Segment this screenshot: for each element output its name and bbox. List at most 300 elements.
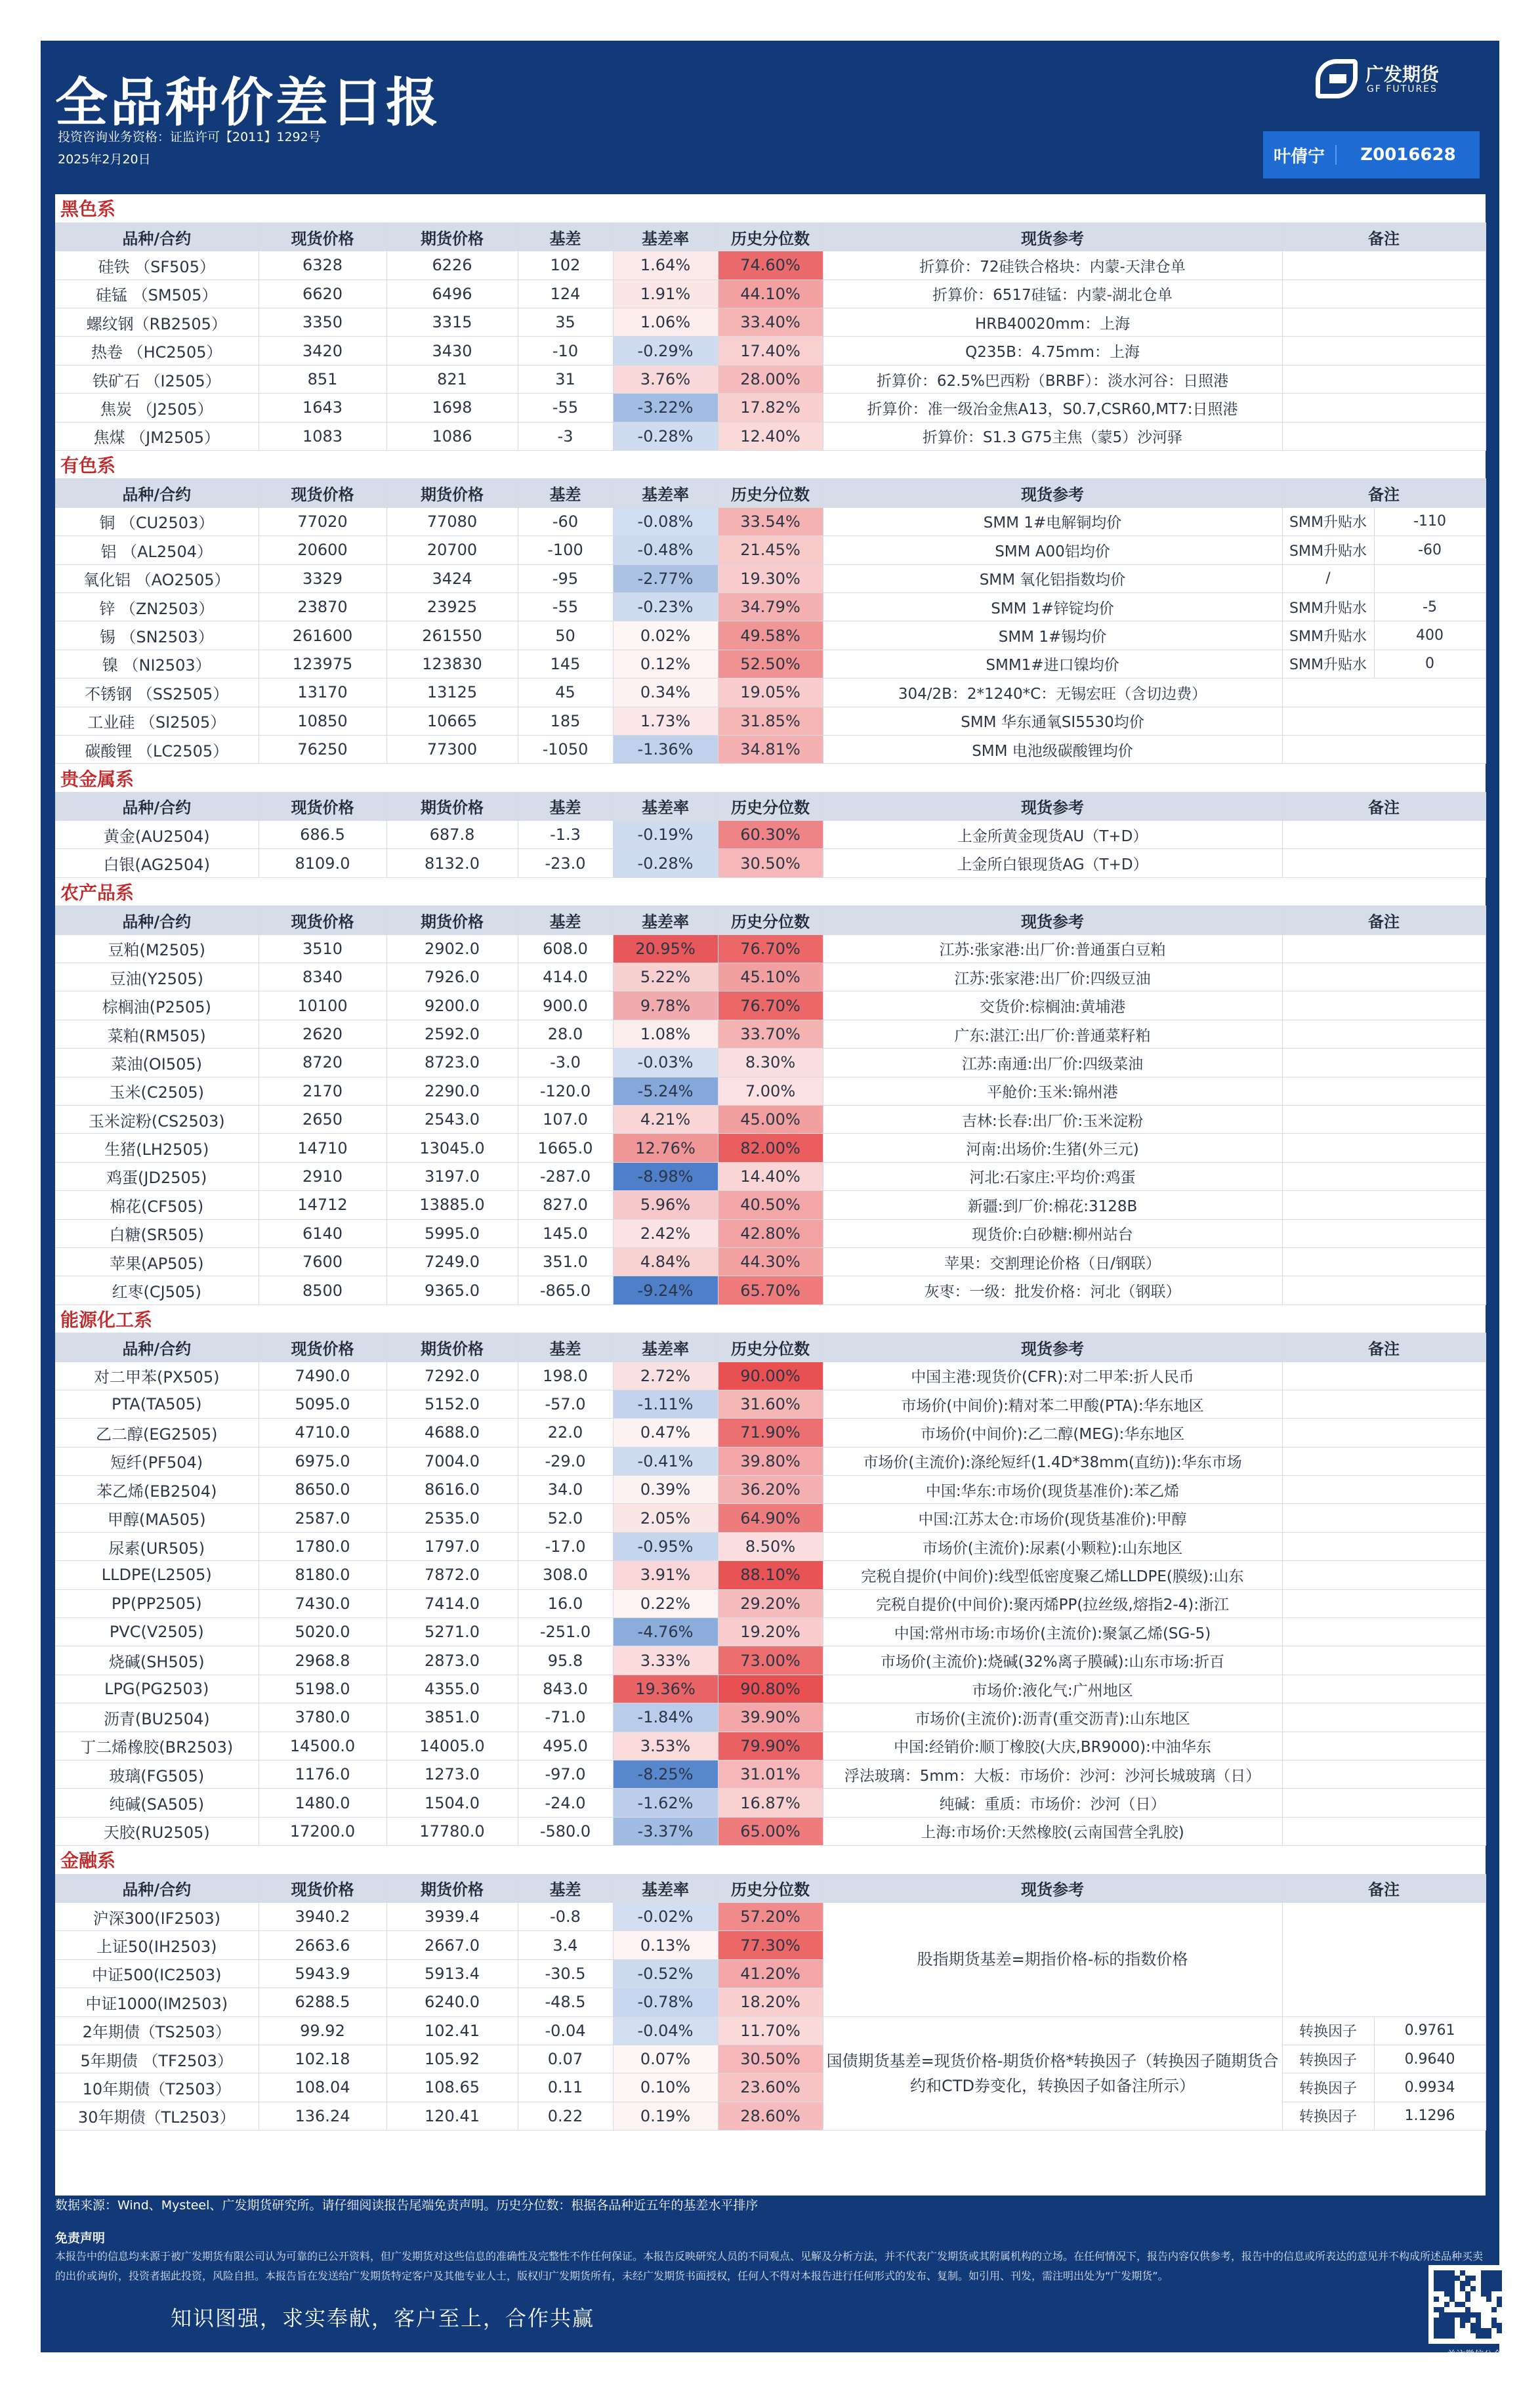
basis-rate: -0.02% [613, 1902, 718, 1930]
basis: 843.0 [518, 1675, 613, 1703]
basis: -48.5 [518, 1988, 613, 2016]
basis: 351.0 [518, 1247, 613, 1276]
qr-module [1491, 2281, 1497, 2286]
contract-name: 螺纹钢（RB2505） [55, 308, 259, 337]
hist-percentile: 36.20% [718, 1476, 823, 1504]
qr-module [1449, 2291, 1455, 2297]
qr-module [1439, 2307, 1444, 2312]
contract-name: 菜油(OI505) [55, 1049, 259, 1077]
hist-percentile: 16.87% [718, 1789, 823, 1817]
note-empty [1282, 1390, 1486, 1418]
column-header: 备注 [1282, 479, 1486, 507]
basis: -0.04 [518, 2016, 613, 2045]
qr-module [1465, 2276, 1470, 2281]
wechat-qr-code[interactable] [1428, 2265, 1507, 2344]
qr-module [1465, 2291, 1470, 2297]
column-header: 基差 [518, 222, 613, 251]
hist-percentile: 18.20% [718, 1988, 823, 2016]
note-empty [1282, 1447, 1486, 1475]
column-header: 历史分位数 [718, 1874, 823, 1902]
column-header: 品种/合约 [55, 1333, 259, 1362]
table-row [55, 650, 1486, 678]
spot-reference: 完税自提价(中间价):聚丙烯PP(拉丝级,熔指2-4):浙江 [823, 1589, 1282, 1617]
basis: 22.0 [518, 1419, 613, 1447]
hist-percentile: 77.30% [718, 1931, 823, 1959]
hist-percentile: 12.40% [718, 422, 823, 450]
basis-rate: 2.72% [613, 1362, 718, 1390]
basis-rate: -0.04% [613, 2016, 718, 2045]
spot-price: 17200.0 [259, 1817, 386, 1845]
index-basis-note: 股指期货基差=期指价格-标的指数价格 [823, 1902, 1282, 2016]
table-row [55, 1618, 1486, 1646]
section-row [55, 1846, 1486, 1874]
contract-name: PTA(TA505) [55, 1390, 259, 1418]
hist-percentile: 30.50% [718, 2045, 823, 2073]
spot-reference: 市场价(中间价):乙二醇(MEG):华东地区 [823, 1419, 1282, 1447]
basis: -287.0 [518, 1162, 613, 1190]
futures-price: 120.41 [386, 2102, 518, 2130]
column-header: 备注 [1282, 1874, 1486, 1902]
hist-percentile: 45.00% [718, 1106, 823, 1134]
hist-percentile: 65.70% [718, 1276, 823, 1304]
column-header: 备注 [1282, 906, 1486, 934]
note-empty [1282, 422, 1486, 450]
analyst-license: Z0016628 [1335, 145, 1480, 165]
spot-price: 20600 [259, 536, 386, 564]
header-row [55, 906, 1486, 934]
spot-reference: 折算价：准一级冶金焦A13，S0.7,CSR60,MT7:日照港 [823, 394, 1282, 422]
contract-name: 锌 （ZN2503） [55, 593, 259, 621]
spot-reference: 纯碱：重质：市场价：沙河（日） [823, 1789, 1282, 1817]
basis-rate: -3.37% [613, 1817, 718, 1845]
basis: 34.0 [518, 1476, 613, 1504]
qr-module [1476, 2328, 1481, 2333]
hist-percentile: 7.00% [718, 1077, 823, 1105]
spot-price: 1780.0 [259, 1532, 386, 1560]
basis-rate: 1.08% [613, 1020, 718, 1048]
spot-price: 10850 [259, 707, 386, 735]
hist-percentile: 88.10% [718, 1561, 823, 1589]
spot-reference: 中国:经销价:顺丁橡胶(大庆,BR9000):中油华东 [823, 1732, 1282, 1760]
futures-price: 10665 [386, 707, 518, 735]
note-empty [1282, 1106, 1486, 1134]
spot-reference: SMM 1#锡均价 [823, 621, 1282, 650]
spot-price: 3420 [259, 337, 386, 365]
note-empty [1282, 251, 1486, 280]
futures-price: 2535.0 [386, 1504, 518, 1532]
basis: 827.0 [518, 1191, 613, 1219]
qr-module [1444, 2333, 1449, 2339]
header-row [55, 222, 1486, 251]
spot-price: 6328 [259, 251, 386, 280]
table-row [55, 1077, 1486, 1105]
qr-module [1444, 2276, 1449, 2281]
table-row [55, 593, 1486, 621]
hist-percentile: 71.90% [718, 1419, 823, 1447]
note-label: 转换因子 [1282, 2102, 1374, 2130]
table-row [55, 1247, 1486, 1276]
spot-price: 7600 [259, 1247, 386, 1276]
table-row [55, 1362, 1486, 1390]
qr-module [1465, 2307, 1470, 2312]
spot-reference: SMM 电池级碳酸锂均价 [823, 735, 1282, 763]
hist-percentile: 60.30% [718, 821, 823, 849]
qr-module [1470, 2276, 1476, 2281]
spot-reference: 市场价(主流价):涤纶短纤(1.4D*38mm(直纺)):华东市场 [823, 1447, 1282, 1475]
basis-rate: -2.77% [613, 564, 718, 593]
logo-en: GF FUTURES [1367, 84, 1438, 94]
basis: -865.0 [518, 1276, 613, 1304]
futures-price: 2543.0 [386, 1106, 518, 1134]
qr-module [1455, 2302, 1460, 2307]
contract-name: LLDPE(L2505) [55, 1561, 259, 1589]
column-header: 基差率 [613, 906, 718, 934]
basis: -10 [518, 337, 613, 365]
contract-name: 不锈钢 （SS2505） [55, 678, 259, 707]
note-empty [1282, 1020, 1486, 1048]
contract-name: PP(PP2505) [55, 1589, 259, 1617]
qr-module [1486, 2297, 1491, 2302]
hist-percentile: 64.90% [718, 1504, 823, 1532]
spot-price: 5020.0 [259, 1618, 386, 1646]
futures-price: 5271.0 [386, 1618, 518, 1646]
basis-rate: 2.42% [613, 1219, 718, 1247]
basis-rate: -1.11% [613, 1390, 718, 1418]
basis-rate: 4.21% [613, 1106, 718, 1134]
column-header: 现货参考 [823, 906, 1282, 934]
contract-name: 中证500(IC2503) [55, 1959, 259, 1988]
qr-module [1476, 2333, 1481, 2339]
hist-percentile: 41.20% [718, 1959, 823, 1988]
note-empty [1282, 1476, 1486, 1504]
spot-price: 8720 [259, 1049, 386, 1077]
contract-name: 玉米(C2505) [55, 1077, 259, 1105]
hist-percentile: 14.40% [718, 1162, 823, 1190]
basis: 107.0 [518, 1106, 613, 1134]
spot-reference: 广东:湛江:出厂价:普通菜籽粕 [823, 1020, 1282, 1048]
futures-price: 6226 [386, 251, 518, 280]
contract-name: 沥青(BU2504) [55, 1703, 259, 1732]
column-header: 现货参考 [823, 479, 1282, 507]
contract-name: 短纤(PF504) [55, 1447, 259, 1475]
column-header: 历史分位数 [718, 906, 823, 934]
note-value: 400 [1374, 621, 1486, 650]
futures-price: 7292.0 [386, 1362, 518, 1390]
contract-name: 尿素(UR505) [55, 1532, 259, 1560]
qr-module [1439, 2276, 1444, 2281]
qr-module [1434, 2318, 1439, 2323]
contract-name: 棉花(CF505) [55, 1191, 259, 1219]
futures-price: 2667.0 [386, 1931, 518, 1959]
section-row [55, 451, 1486, 479]
qr-module [1486, 2286, 1491, 2291]
hist-percentile: 19.30% [718, 564, 823, 593]
spot-reference: 中国:常州市场:市场价(主流价):聚氯乙烯(SG-5) [823, 1618, 1282, 1646]
section-title: 黑色系 [55, 194, 1486, 222]
column-header: 品种/合约 [55, 906, 259, 934]
contract-name: 10年期债（T2503） [55, 2073, 259, 2102]
note-value: 0.9934 [1374, 2073, 1486, 2102]
note-empty [1282, 365, 1486, 393]
qr-module [1460, 2270, 1465, 2276]
spot-price: 6975.0 [259, 1447, 386, 1475]
note-label: 转换因子 [1282, 2045, 1374, 2073]
contract-name: 上证50(IH2503) [55, 1931, 259, 1959]
futures-price: 7249.0 [386, 1247, 518, 1276]
spot-price: 2620 [259, 1020, 386, 1048]
basis-rate: 0.13% [613, 1931, 718, 1959]
spot-price: 5095.0 [259, 1390, 386, 1418]
data-source-note: 数据来源：Wind、Mysteel、广发期货研究所。请仔细阅读报告尾端免责声明。历史分位数：根据各品种近五年的基差水平排序 [55, 2198, 759, 2213]
hist-percentile: 19.20% [718, 1618, 823, 1646]
note-empty [1282, 1532, 1486, 1560]
qr-module [1434, 2286, 1439, 2291]
contract-name: 棕榈油(P2505) [55, 991, 259, 1020]
spot-price: 5943.9 [259, 1959, 386, 1988]
basis-rate: -0.08% [613, 507, 718, 535]
hist-percentile: 29.20% [718, 1589, 823, 1617]
futures-price: 1698 [386, 394, 518, 422]
note-empty [1282, 1247, 1486, 1276]
futures-price: 2902.0 [386, 934, 518, 963]
column-header: 基差率 [613, 792, 718, 820]
futures-price: 1797.0 [386, 1532, 518, 1560]
spot-price: 7490.0 [259, 1362, 386, 1390]
qr-module [1444, 2323, 1449, 2328]
basis-rate: -8.25% [613, 1760, 718, 1788]
spot-reference: 完税自提价(中间价):线型低密度聚乙烯LLDPE(膜级):山东 [823, 1561, 1282, 1589]
spot-price: 3940.2 [259, 1902, 386, 1930]
table-row [55, 394, 1486, 422]
hist-percentile: 28.60% [718, 2102, 823, 2130]
qr-module [1434, 2270, 1439, 2276]
qr-module [1460, 2286, 1465, 2291]
contract-name: 苹果(AP505) [55, 1247, 259, 1276]
qr-module [1444, 2281, 1449, 2286]
contract-name: 黄金(AU2504) [55, 821, 259, 849]
column-header: 期货价格 [386, 222, 518, 251]
hist-percentile: 65.00% [718, 1817, 823, 1845]
note-label: SMM升贴水 [1282, 621, 1374, 650]
futures-price: 9200.0 [386, 991, 518, 1020]
table-row [55, 1561, 1486, 1589]
table-row [55, 1504, 1486, 1532]
company-motto: 知识图强，求实奉献，客户至上，合作共赢 [171, 2306, 595, 2331]
note-empty [1282, 1732, 1486, 1760]
table-row [55, 991, 1486, 1020]
hist-percentile: 34.81% [718, 735, 823, 763]
note-empty [1282, 963, 1486, 991]
basis-rate: 0.19% [613, 2102, 718, 2130]
basis: 414.0 [518, 963, 613, 991]
basis-rate: -4.76% [613, 1618, 718, 1646]
hist-percentile: 31.85% [718, 707, 823, 735]
contract-name: 乙二醇(EG2505) [55, 1419, 259, 1447]
basis-rate: -9.24% [613, 1276, 718, 1304]
note-empty [1282, 1589, 1486, 1617]
spot-price: 1083 [259, 422, 386, 450]
basis-rate: 3.76% [613, 365, 718, 393]
column-header: 现货价格 [259, 222, 386, 251]
basis-rate: 3.91% [613, 1561, 718, 1589]
table-row [55, 1703, 1486, 1732]
basis-rate: -1.84% [613, 1703, 718, 1732]
contract-name: 对二甲苯(PX505) [55, 1362, 259, 1390]
hist-percentile: 23.60% [718, 2073, 823, 2102]
basis: -57.0 [518, 1390, 613, 1418]
spot-price: 1480.0 [259, 1789, 386, 1817]
hist-percentile: 30.50% [718, 849, 823, 877]
basis: 608.0 [518, 934, 613, 963]
column-header: 现货参考 [823, 1874, 1282, 1902]
note-empty [1282, 1134, 1486, 1162]
futures-price: 7926.0 [386, 963, 518, 991]
contract-name: 铁矿石 （I2505） [55, 365, 259, 393]
basis: 145 [518, 650, 613, 678]
qr-module [1481, 2328, 1486, 2333]
qr-module [1455, 2276, 1460, 2281]
basis: 495.0 [518, 1732, 613, 1760]
spot-price: 102.18 [259, 2045, 386, 2073]
qr-module [1486, 2276, 1491, 2281]
qr-module [1481, 2270, 1486, 2276]
note-empty [1282, 337, 1486, 365]
futures-price: 108.65 [386, 2073, 518, 2102]
basis: -60 [518, 507, 613, 535]
note-empty [1282, 1703, 1486, 1732]
note-value: 1.1296 [1374, 2102, 1486, 2130]
basis: 900.0 [518, 991, 613, 1020]
column-header: 期货价格 [386, 792, 518, 820]
spot-price: 261600 [259, 621, 386, 650]
spot-reference: 折算价：S1.3 G75主焦（蒙5）沙河驿 [823, 422, 1282, 450]
note-label: SMM升贴水 [1282, 650, 1374, 678]
basis-rate: -0.48% [613, 536, 718, 564]
section-title: 有色系 [55, 451, 1486, 479]
note-empty [1282, 308, 1486, 337]
note-empty [1282, 1191, 1486, 1219]
basis: 308.0 [518, 1561, 613, 1589]
futures-price: 4688.0 [386, 1419, 518, 1447]
note-empty [1282, 1618, 1486, 1646]
qr-module [1486, 2281, 1491, 2286]
hist-percentile: 39.90% [718, 1703, 823, 1732]
qr-module [1439, 2312, 1444, 2318]
spot-price: 851 [259, 365, 386, 393]
note-value: 0.9761 [1374, 2016, 1486, 2045]
qr-module [1481, 2276, 1486, 2281]
qr-module [1444, 2312, 1449, 2318]
basis-rate: -0.28% [613, 422, 718, 450]
basis: -100 [518, 536, 613, 564]
futures-price: 8723.0 [386, 1049, 518, 1077]
basis: -30.5 [518, 1959, 613, 1988]
basis: -251.0 [518, 1618, 613, 1646]
note-value [1374, 564, 1486, 593]
basis: -3.0 [518, 1049, 613, 1077]
basis-rate: 1.06% [613, 308, 718, 337]
spot-price: 123975 [259, 650, 386, 678]
contract-name: 苯乙烯(EB2504) [55, 1476, 259, 1504]
contract-name: 焦煤 （JM2505） [55, 422, 259, 450]
basis-rate: 0.07% [613, 2045, 718, 2073]
hist-percentile: 52.50% [718, 650, 823, 678]
basis: 0.11 [518, 2073, 613, 2102]
basis-rate: -5.24% [613, 1077, 718, 1105]
qr-module [1460, 2323, 1465, 2328]
spot-reference: 平舱价:玉米:锦州港 [823, 1077, 1282, 1105]
basis-rate: 3.53% [613, 1732, 718, 1760]
basis: -1.3 [518, 821, 613, 849]
spot-price: 3510 [259, 934, 386, 963]
basis-rate: 5.22% [613, 963, 718, 991]
futures-price: 123830 [386, 650, 518, 678]
hist-percentile: 11.70% [718, 2016, 823, 2045]
basis-rate: 0.22% [613, 1589, 718, 1617]
qr-module [1497, 2276, 1502, 2281]
qr-module [1497, 2270, 1502, 2276]
hist-percentile: 19.05% [718, 678, 823, 707]
qr-module [1444, 2318, 1449, 2323]
spot-reference: 上海:市场价:天然橡胶(云南国营全乳胶) [823, 1817, 1282, 1845]
note-empty [1282, 1276, 1486, 1304]
spot-price: 8500 [259, 1276, 386, 1304]
spot-reference: 中国:江苏太仓:市场价(现货基准价):甲醇 [823, 1504, 1282, 1532]
contract-name: 白银(AG2504) [55, 849, 259, 877]
basis: 35 [518, 308, 613, 337]
column-header: 期货价格 [386, 479, 518, 507]
table-row [55, 308, 1486, 337]
qr-module [1465, 2312, 1470, 2318]
basis-rate: -1.62% [613, 1789, 718, 1817]
spot-reference: 灰枣：一级：批发价格：河北（钢联） [823, 1276, 1282, 1304]
basis-rate: 0.02% [613, 621, 718, 650]
qr-module [1497, 2323, 1502, 2328]
basis-rate: -0.78% [613, 1988, 718, 2016]
column-header: 基差 [518, 1874, 613, 1902]
table-row [55, 1106, 1486, 1134]
hist-percentile: 28.00% [718, 365, 823, 393]
contract-name: 烧碱(SH505) [55, 1646, 259, 1675]
qr-module [1476, 2323, 1481, 2328]
report-date: 2025年2月20日 [58, 152, 151, 167]
spot-price: 686.5 [259, 821, 386, 849]
note-label: SMM升贴水 [1282, 507, 1374, 535]
gf-futures-logo [1316, 56, 1467, 102]
contract-name: 菜粕(RM505) [55, 1020, 259, 1048]
futures-price: 1273.0 [386, 1760, 518, 1788]
futures-price: 7414.0 [386, 1589, 518, 1617]
contract-name: 30年期债（TL2503） [55, 2102, 259, 2130]
hist-percentile: 42.80% [718, 1219, 823, 1247]
contract-name: 纯碱(SA505) [55, 1789, 259, 1817]
spot-reference: Q235B：4.75mm：上海 [823, 337, 1282, 365]
qr-module [1449, 2328, 1455, 2333]
table-row [55, 1419, 1486, 1447]
spot-reference: 市场价(中间价):精对苯二甲酸(PTA):华东地区 [823, 1390, 1282, 1418]
column-header: 现货参考 [823, 792, 1282, 820]
spot-reference: 市场价(主流价):沥青(重交沥青):山东地区 [823, 1703, 1282, 1732]
table-row [55, 1390, 1486, 1418]
table-row [55, 251, 1486, 280]
table-row [55, 1447, 1486, 1475]
table-row [55, 934, 1486, 963]
basis: -55 [518, 593, 613, 621]
hist-percentile: 17.40% [718, 337, 823, 365]
hist-percentile: 8.50% [718, 1532, 823, 1560]
note-empty [1282, 1561, 1486, 1589]
qr-module [1449, 2270, 1455, 2276]
